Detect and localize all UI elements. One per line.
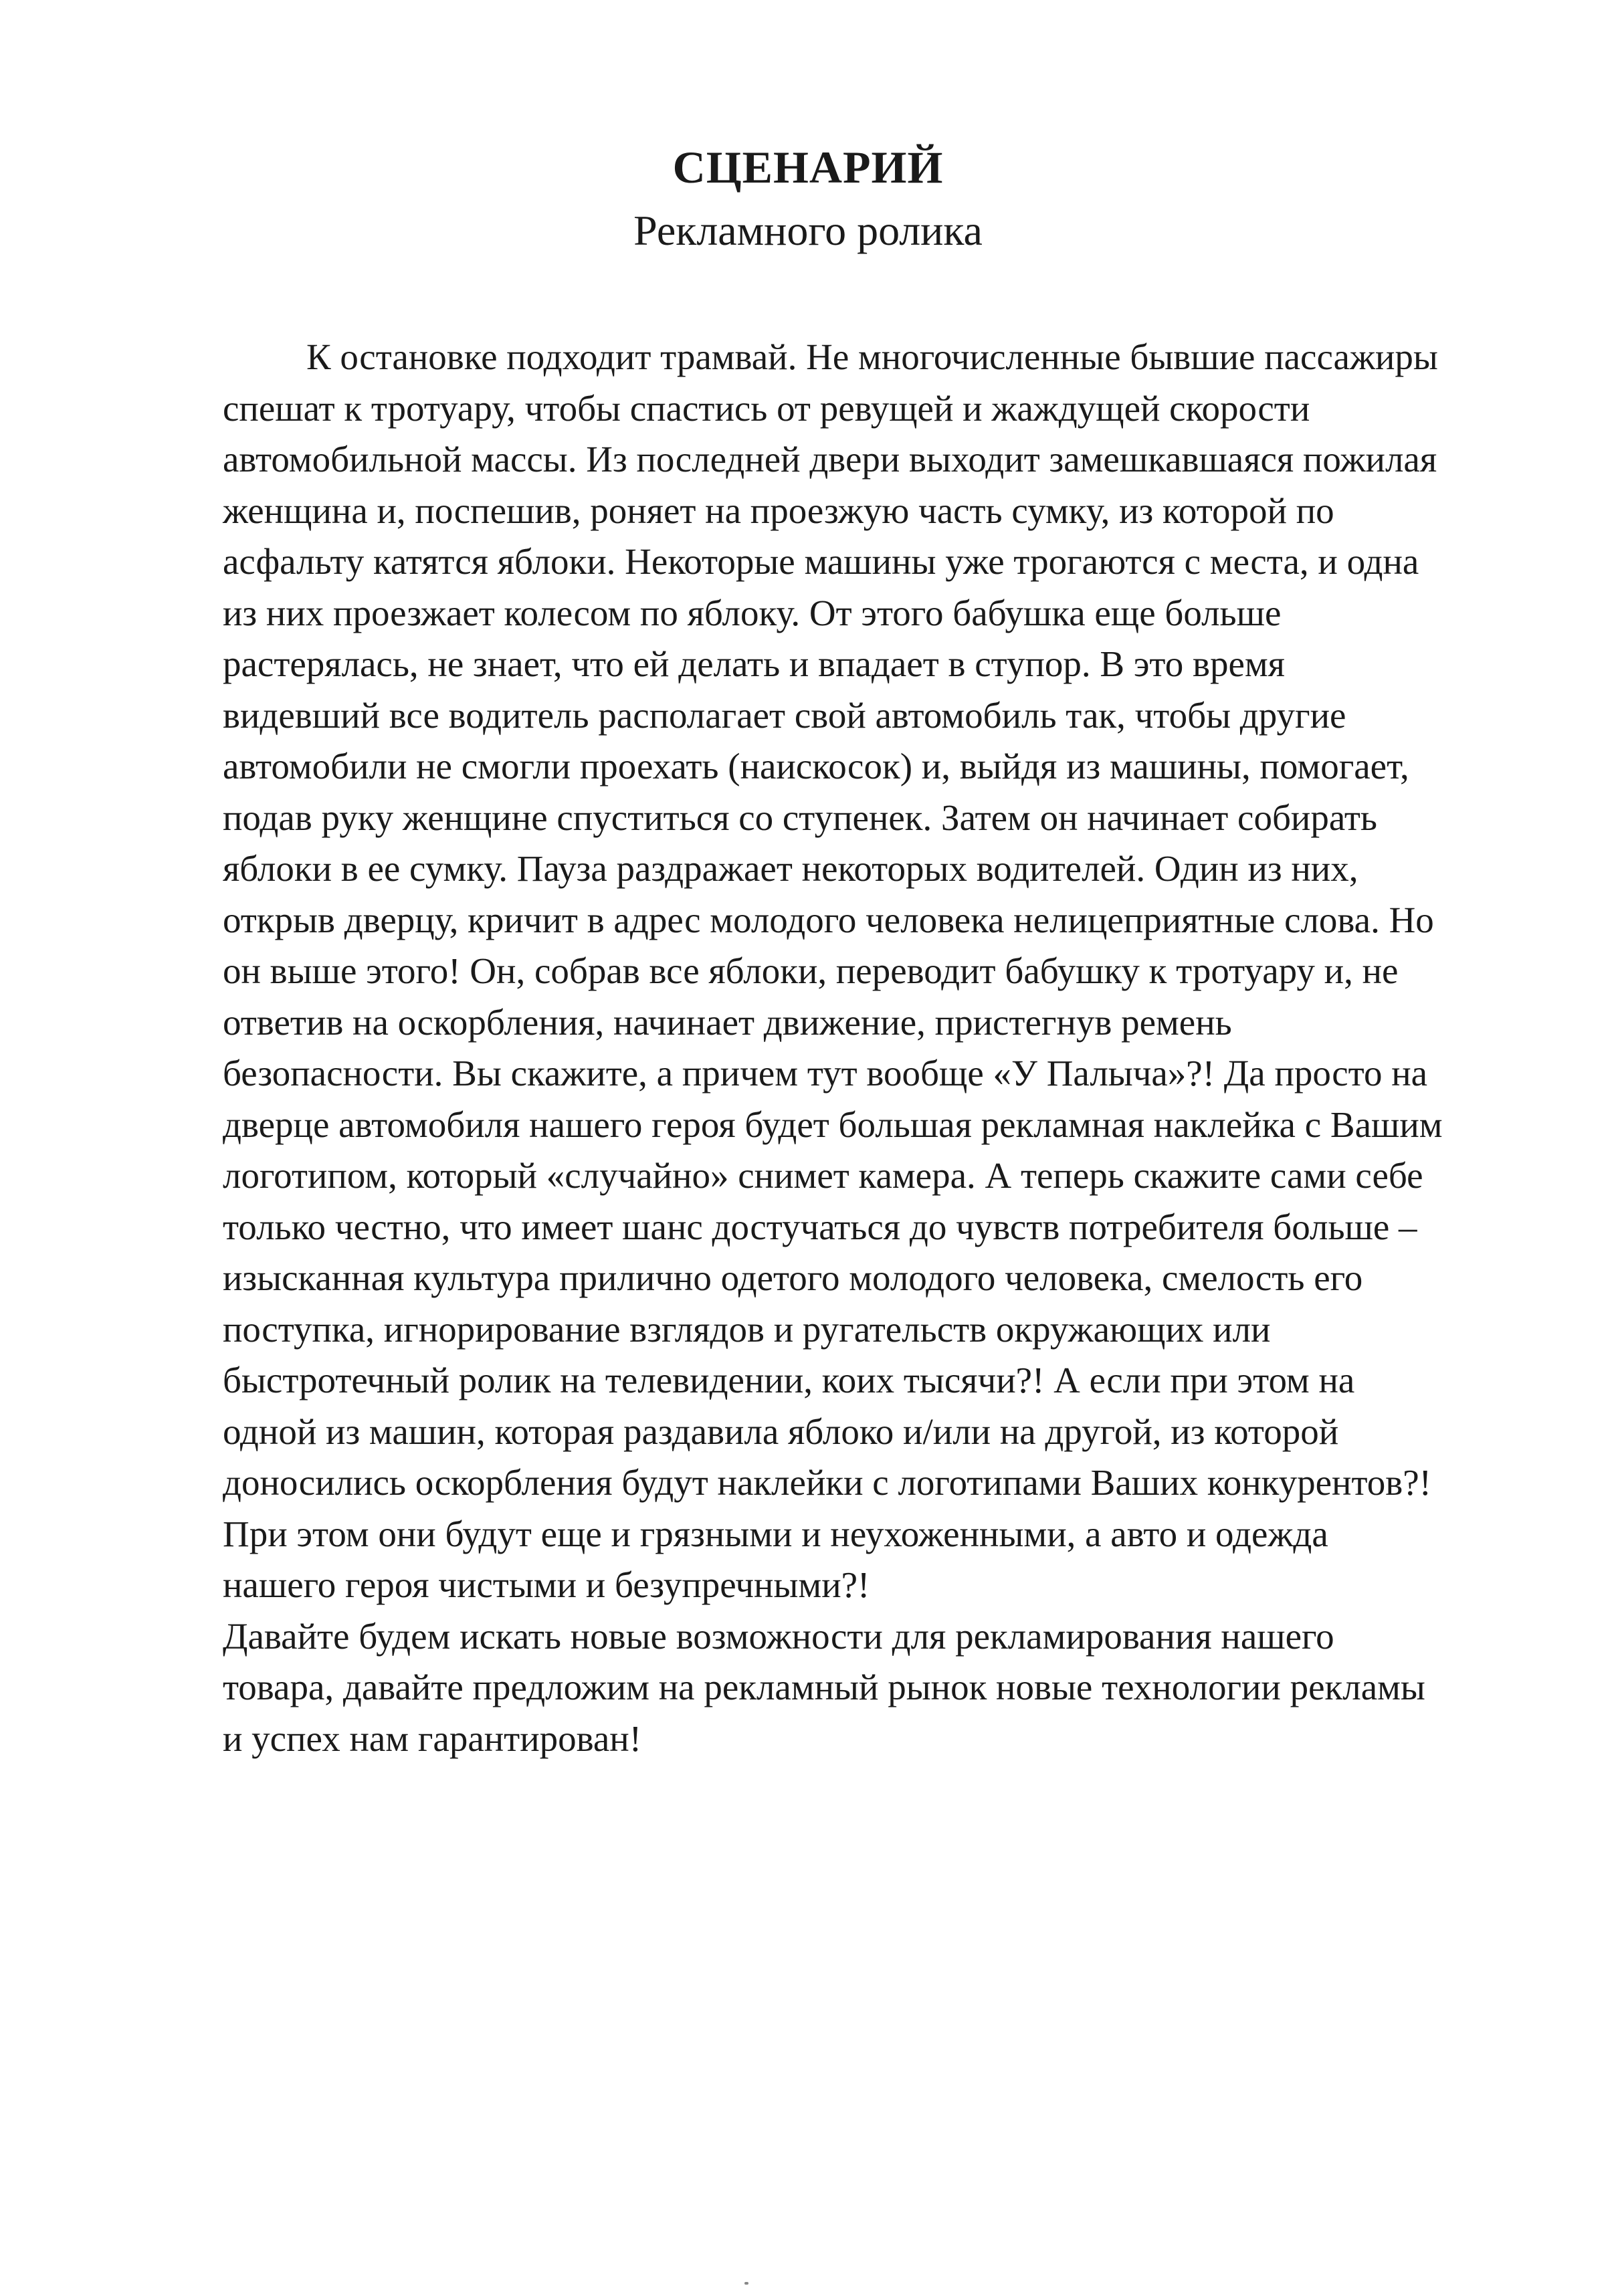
body-line: поступка, игнорирование взглядов и ругательств окружающих или [223, 1308, 1271, 1350]
body-line: дверце автомобиля нашего героя будет большая рекламная наклейка с Вашим [223, 1104, 1443, 1145]
body-line: открыв дверцу, кричит в адрес молодого человека нелицеприятные слова. Но [223, 899, 1434, 940]
body-line: Давайте будем искать новые возможности для рекламирования нашего [223, 1615, 1334, 1657]
document-body [223, 332, 1534, 1764]
body-line: одной из машин, которая раздавила яблоко и/или на другой, из которой [223, 1411, 1339, 1452]
body-line: растерялась, не знает, что ей делать и впадает в ступор. В это время [223, 643, 1285, 684]
body-line: При этом они будут еще и грязными и неухоженными, а авто и одежда [223, 1513, 1328, 1554]
body-line: женщина и, поспешив, роняет на проезжую часть сумку, из которой по [223, 490, 1334, 531]
scan-artifact [744, 2282, 748, 2285]
body-line: он выше этого! Он, собрав все яблоки, переводит бабушку к тротуару и, не [223, 950, 1399, 991]
body-line: только честно, что имеет шанс достучаться до чувств потребителя больше – [223, 1206, 1417, 1247]
body-line: яблоки в ее сумку. Пауза раздражает некоторых водителей. Один из них, [223, 848, 1358, 889]
body-line: изысканная культура прилично одетого молодого человека, смелость его [223, 1257, 1363, 1298]
body-line: и успех нам гарантирован! [223, 1717, 642, 1759]
document-subtitle: Рекламного ролика [633, 207, 983, 254]
body-line: товара, давайте предложим на рекламный рынок новые технологии рекламы [223, 1667, 1425, 1707]
body-line: видевший все водитель располагает свой автомобиль так, чтобы другие [223, 694, 1346, 736]
body-line: безопасности. Вы скажите, а причем тут вообще «У Палыча»?! Да просто на [223, 1053, 1428, 1093]
body-line: логотипом, который «случайно» снимет камера. А теперь скажите сами себе [223, 1155, 1423, 1196]
document-title: СЦЕНАРИЙ [672, 142, 944, 193]
body-line: подав руку женщине спуститься со ступенек. Затем он начинает собирать [223, 797, 1377, 838]
body-line: автомобильной массы. Из последней двери выходит замешкавшаяся пожилая [223, 439, 1437, 480]
body-line: спешат к тротуару, чтобы спастись от ревущей и жаждущей скорости [223, 387, 1310, 429]
body-line: быстротечный ролик на телевидении, коих тысячи?! А если при этом на [223, 1360, 1355, 1400]
body-line: К остановке подходит трамвай. Не многочисленные бывшие пассажиры [306, 336, 1438, 377]
body-line: автомобили не смогли проехать (наискосок) и, выйдя из машины, помогает, [223, 746, 1409, 787]
body-line: доносились оскорбления будут наклейки с логотипами Ваших конкурентов?! [223, 1462, 1431, 1503]
body-line: асфальту катятся яблоки. Некоторые машины уже трогаются с места, и одна [223, 541, 1419, 582]
body-line: из них проезжает колесом по яблоку. От этого бабушка еще больше [223, 592, 1282, 633]
body-line: ответив на оскорбления, начинает движение, пристегнув ремень [223, 1001, 1232, 1043]
body-line: нашего героя чистыми и безупречными?! [223, 1564, 870, 1605]
